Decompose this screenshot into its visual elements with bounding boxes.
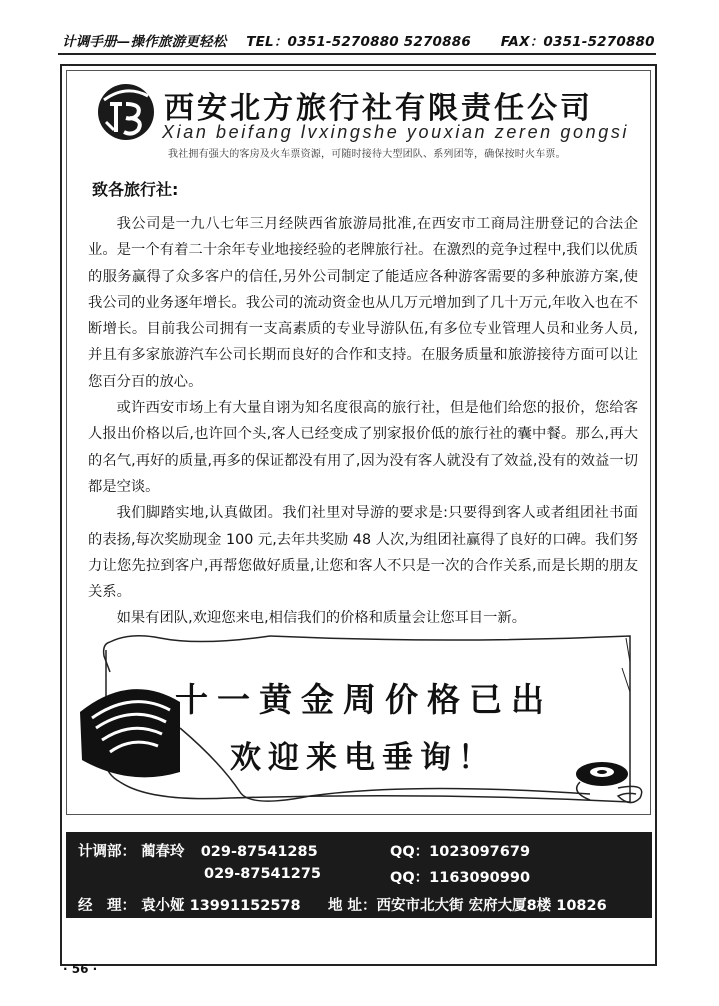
promo-subheadline: 欢迎来电垂询！ [230, 740, 496, 776]
contact-phone-2: 029-87541275 [204, 866, 321, 882]
contact-row-1 [78, 840, 318, 861]
header-divider [58, 53, 656, 55]
vinyl-record-icon [80, 689, 180, 777]
header-tel: TEL：0351-5270880 5270886 [246, 34, 471, 50]
company-name: 西安北方旅行社有限责任公司 [164, 91, 593, 126]
company-tagline: 我社拥有强大的客房及火车票资源，可随时接待大型团队、系列团等，确保按时火车票。 [168, 149, 566, 160]
manager-phone: 13991152578 [189, 898, 301, 914]
paragraph: 或许西安市场上有大量自诩为知名度很高的旅行社，但是他们给您的报价，您给客人报出价格以后,也许回个头,客人已经变成了别家报价低的旅行社的囊中餐。那么,再大的名气,再好的质量,再多的保证都没有用了,因为没有客人就没有了效益,没有的效益一切都是空谈。 [88, 400, 638, 495]
letter-greeting: 致各旅行社: [92, 180, 179, 199]
header-bar [62, 30, 655, 54]
manager-label: 经 理： [78, 898, 136, 914]
contact-panel [66, 832, 652, 918]
contact-label: 计调部： [78, 844, 136, 860]
page-number: · 56 · [63, 962, 98, 976]
company-pinyin: Xian beifang lvxingshe youxian zeren gongsi [162, 122, 630, 142]
header-fax: FAX：0351-5270880 [500, 34, 655, 50]
promo-headline: 十一黄金周价格已出 [175, 680, 553, 719]
contact-phone: 029-87541285 [200, 844, 318, 860]
paragraph: 我们脚踏实地,认真做团。我们社里对导游的要求是:只要得到客人或者组团社书面的表扬,每次奖励现金 100 元,去年共奖励 48 人次,为组团社赢得了良好的口碑。我们努力让您先拉到客户,再帮您做好质量,让您和客人不只是一次的合作关系,而是长期的朋友关系。 [88, 505, 638, 601]
contact-qq: QQ：1023097679 [390, 844, 531, 860]
contact-row-3 [78, 894, 301, 915]
company-logo-icon [96, 82, 156, 142]
company-address: 地 址：西安市北大街 宏府大厦8楼 10826 [328, 898, 607, 914]
contact-qq-2: QQ：1163090990 [390, 870, 531, 886]
telephone-dial-icon [576, 762, 642, 803]
header-slogan: 计调手册—操作旅游更轻松 [62, 34, 227, 50]
promo-banner [70, 632, 648, 810]
paragraph: 我公司是一九八七年三月经陕西省旅游局批准,在西安市工商局注册登记的合法企业。是一个有着二十余年专业地接经验的老牌旅行社。在激烈的竞争过程中,我们以优质的服务赢得了众多客户的信任,另外公司制定了能适应各种游客需要的多种旅游方案,使我公司的业务逐年增长。我公司的流动资金也从几万元增加到了几十万元,年收入也在不断增长。目前我公司拥有一支高素质的专业导游队伍,有多位专业管理人员和业务人员,并且有多家旅游汽车公司长期而良好的合作和支持。在服务质量和旅游接待方面可以让您百分百的放心。 [88, 216, 638, 390]
manager-name: 袁小娅 [141, 898, 185, 914]
paragraph: 如果有团队,欢迎您来电,相信我们的价格和质量会让您耳目一新。 [116, 610, 526, 627]
letter-body [88, 211, 638, 632]
contact-name: 蔺春玲 [141, 844, 185, 860]
